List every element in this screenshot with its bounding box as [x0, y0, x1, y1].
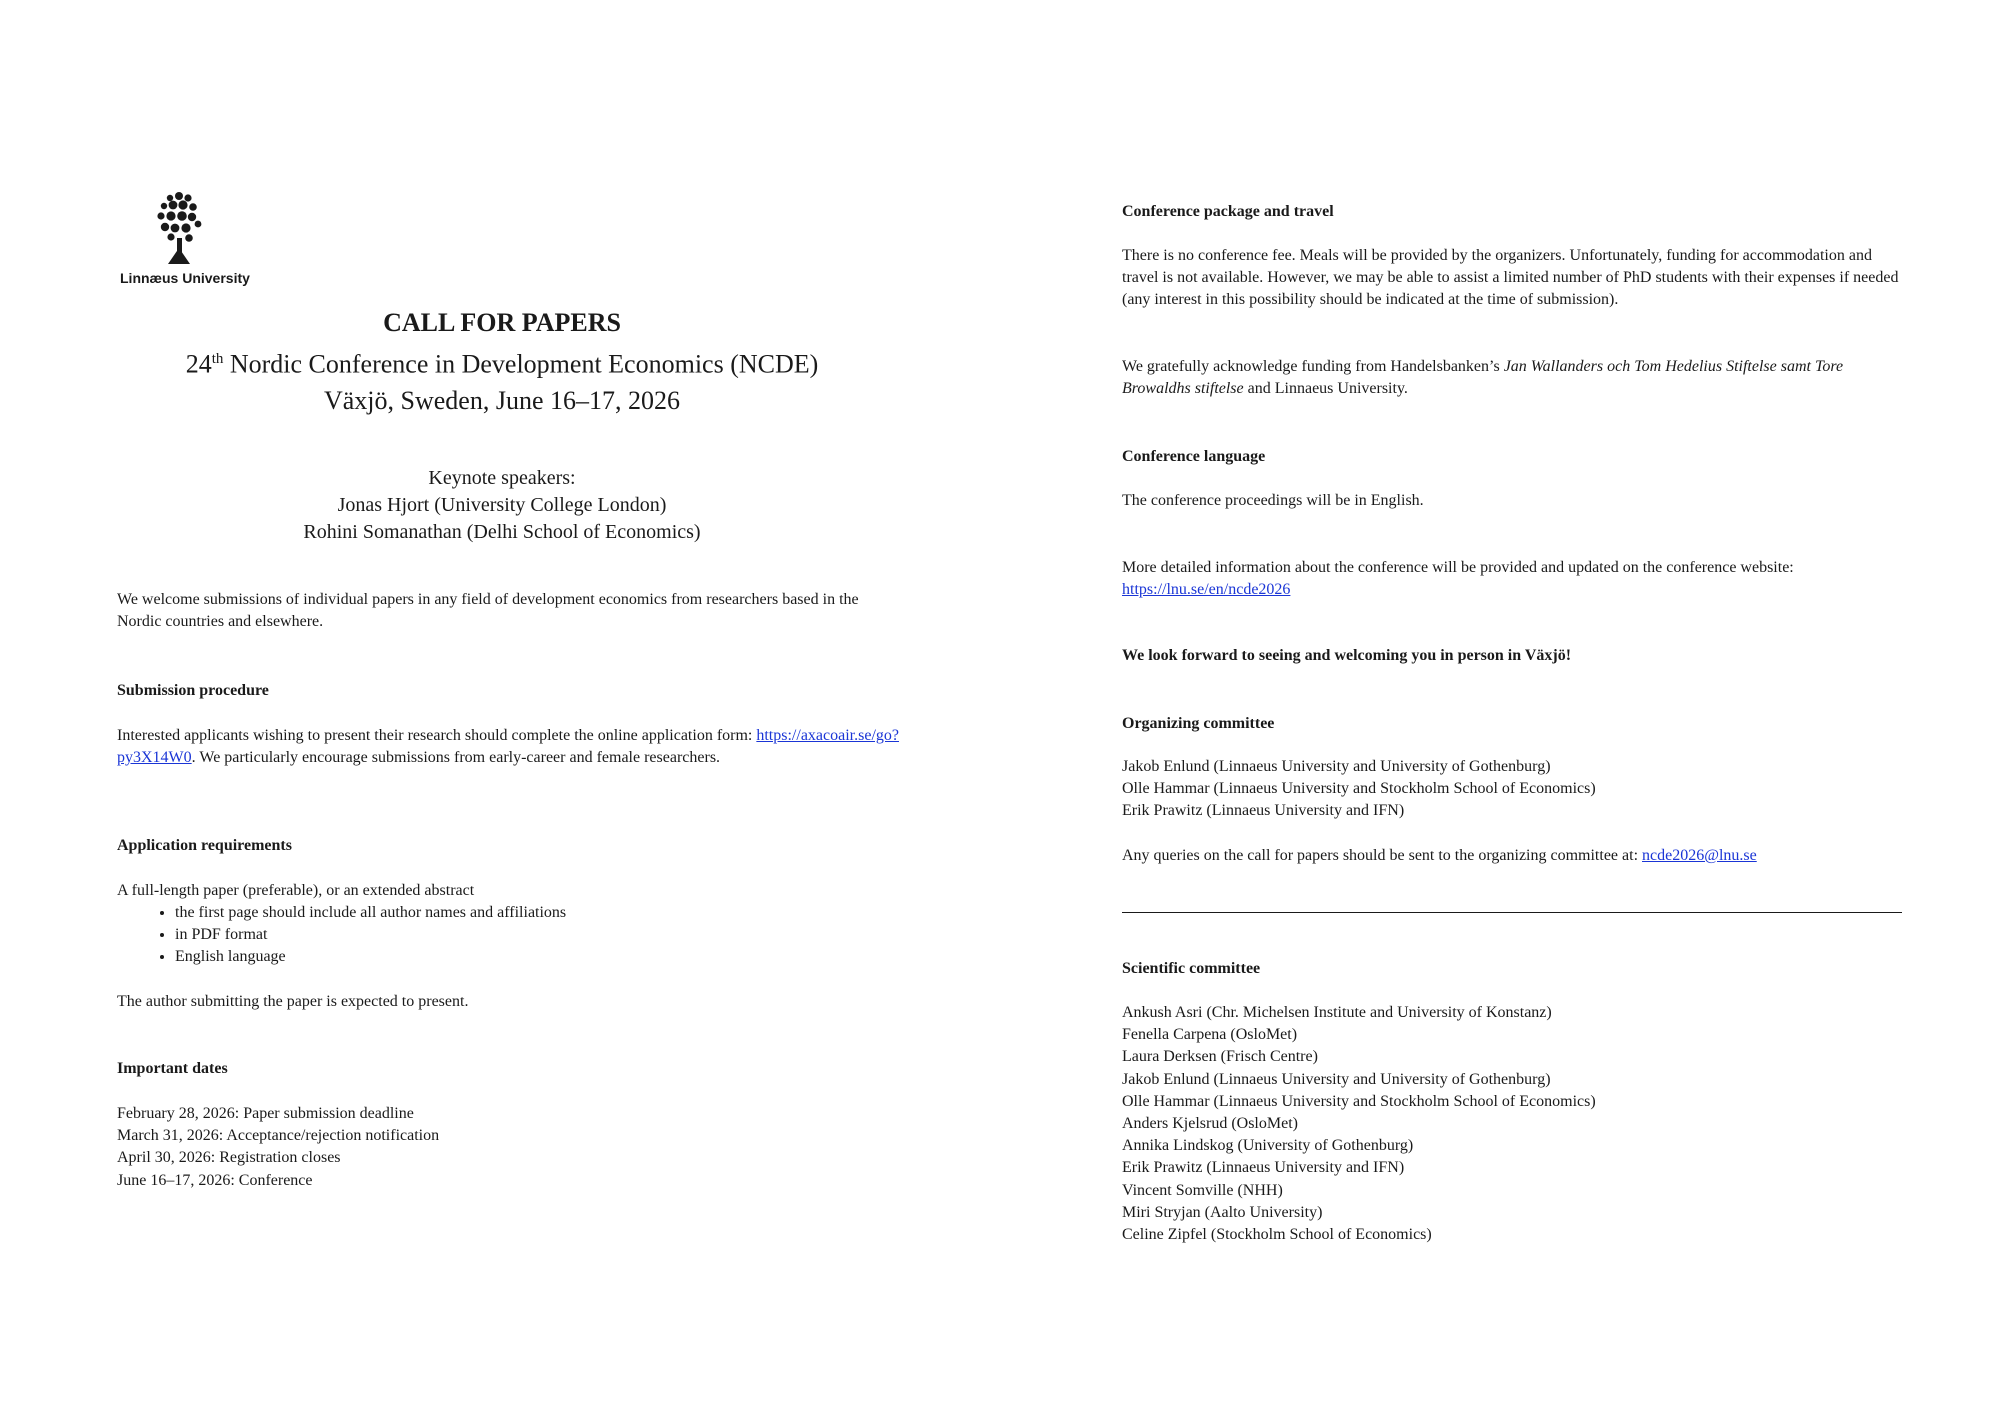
list-item: Ankush Asri (Chr. Michelsen Institute and University of Konstanz) — [1122, 1004, 1552, 1021]
organizing-email-link[interactable]: ncde2026@lnu.se — [1642, 847, 1757, 864]
dates-heading: Important dates — [117, 1060, 228, 1077]
keynote-block — [117, 465, 887, 546]
submission-text-before: Interested applicants wishing to present their research should complete the online application form: — [117, 727, 757, 744]
closing-text: We look forward to seeing and welcoming you in person in Växjö! — [1122, 647, 1572, 664]
list-item: Olle Hammar (Linnaeus University and Stockholm School of Economics) — [1122, 1092, 1596, 1110]
list-item: Erik Prawitz (Linnaeus University and IFN) — [1122, 1159, 1405, 1177]
website-text — [1122, 557, 1902, 601]
logo-wordmark: Linnæus University — [120, 270, 250, 286]
ordinal-suffix: th — [211, 351, 224, 367]
requirements-heading: Application requirements — [117, 837, 292, 854]
list-item: Vincent Somville (NHH) — [1122, 1181, 1283, 1199]
organizing-list — [1122, 756, 1596, 823]
language-heading: Conference language — [1122, 448, 1266, 465]
scientific-heading: Scientific committee — [1122, 960, 1261, 977]
conference-title: Nordic Conference in Development Economics (NCDE) — [229, 349, 819, 379]
intro-text: We welcome submissions of individual papers in any field of development economics from researchers based in the Nordic countries and elsewhere. — [117, 591, 859, 630]
keynote-heading: Keynote speakers: — [428, 467, 576, 489]
language-text: The conference proceedings will be in English. — [1122, 492, 1424, 509]
funding-text-after: and Linnaeus University. — [1243, 380, 1408, 397]
organizing-heading: Organizing committee — [1122, 715, 1275, 732]
conference-website-link[interactable]: https://lnu.se/en/ncde2026 — [1122, 581, 1291, 598]
list-item: June 16–17, 2026: Conference — [117, 1171, 313, 1189]
list-item: Jakob Enlund (Linnaeus University and University of Gothenburg) — [1122, 1070, 1551, 1088]
submission-text-after: . We particularly encourage submissions from early-career and female researchers. — [191, 749, 721, 766]
application-form-link[interactable]: https://axacoair.se/go?py3X14W0 — [117, 727, 899, 766]
keynote-speaker: Rohini Somanathan (Delhi School of Economics) — [303, 521, 701, 543]
list-item: Annika Lindskog (University of Gothenburg) — [1122, 1137, 1414, 1155]
list-item: Olle Hammar (Linnaeus University and Stockholm School of Economics) — [1122, 780, 1596, 798]
list-item: Fenella Carpena (OsloMet) — [1122, 1026, 1298, 1044]
list-item: February 28, 2026: Paper submission deadline — [117, 1105, 414, 1122]
list-item: Erik Prawitz (Linnaeus University and IFN) — [1122, 802, 1405, 820]
website-text-before: More detailed information about the conference will be provided and updated on the conference website: — [1122, 559, 1794, 576]
conference-name — [117, 341, 887, 383]
conference-ordinal: 24 — [185, 349, 212, 379]
list-item: April 30, 2026: Registration closes — [117, 1149, 341, 1167]
submission-text — [117, 725, 907, 769]
page-title: CALL FOR PAPERS — [383, 308, 621, 337]
requirements-list — [117, 902, 935, 968]
queries-text-before: Any queries on the call for papers should be sent to the organizing committee at: — [1122, 847, 1643, 864]
conference-place-date: Växjö, Sweden, June 16–17, 2026 — [323, 385, 680, 415]
funding-text-before: We gratefully acknowledge funding from Handelsbanken’s — [1122, 358, 1504, 375]
section-divider — [1122, 912, 1902, 913]
title-block — [117, 305, 887, 419]
list-item: • the first page should include all author names and affiliations — [175, 902, 935, 924]
funding-foundations: Jan Wallanders och Tom Hedelius Stiftelse samt Tore Browaldhs stiftelse — [1122, 358, 1844, 397]
requirements-note: The author submitting the paper is expected to present. — [117, 993, 469, 1010]
requirements-intro: A full-length paper (preferable), or an extended abstract — [117, 882, 475, 899]
keynote-speaker: Jonas Hjort (University College London) — [337, 494, 667, 516]
list-item: Anders Kjelsrud (OsloMet) — [1122, 1115, 1298, 1133]
list-item: • in PDF format — [175, 924, 935, 946]
list-item: March 31, 2026: Acceptance/rejection notification — [117, 1127, 440, 1145]
list-item: Miri Stryjan (Aalto University) — [1122, 1203, 1323, 1221]
scientific-list — [1122, 1002, 1596, 1246]
funding-text — [1122, 356, 1902, 400]
queries-text — [1122, 845, 1922, 867]
list-item: Celine Zipfel (Stockholm School of Economics) — [1122, 1226, 1432, 1244]
list-item: Laura Derksen (Frisch Centre) — [1122, 1048, 1318, 1066]
package-text: There is no conference fee. Meals will be provided by the organizers. Unfortunately, funding for accommodation and travel is not available. However, we may be able to assist a limited number of PhD students with their expenses if needed (any interest in this possibility should be indicated at the time of submission). — [1122, 247, 1899, 308]
dates-list — [117, 1103, 439, 1192]
submission-heading: Submission procedure — [117, 682, 269, 699]
list-item: • English language — [175, 946, 935, 968]
package-heading: Conference package and travel — [1122, 203, 1334, 220]
list-item: Jakob Enlund (Linnaeus University and University of Gothenburg) — [1122, 758, 1551, 775]
